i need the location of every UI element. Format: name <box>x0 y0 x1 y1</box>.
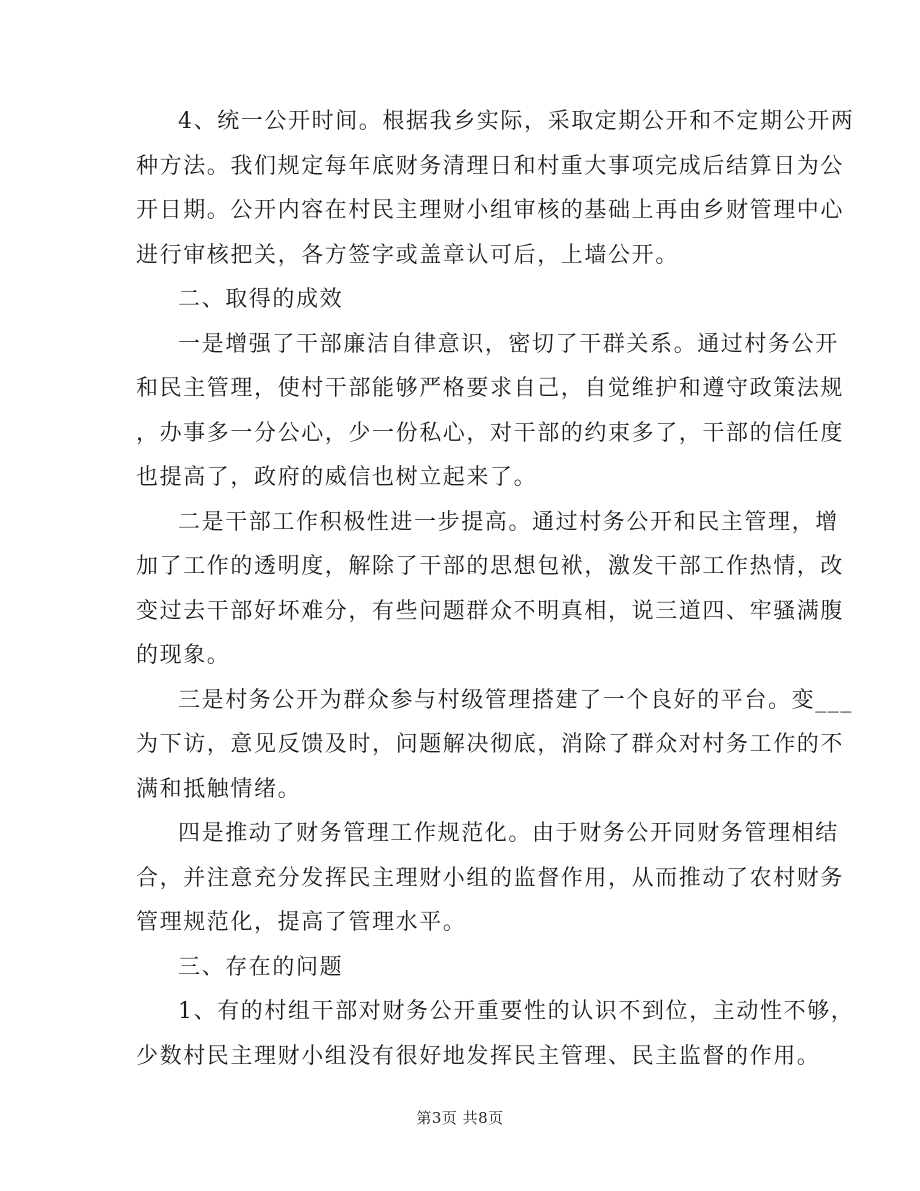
text-line: 和民主管理，使村干部能够严格要求自己，自觉维护和遵守政策法规 <box>136 376 845 401</box>
text-line: 为下访，意见反馈及时，问题解决彻底，消除了群众对村务工作的不 <box>136 732 845 757</box>
text-line: 满和抵触情绪。 <box>136 777 302 802</box>
text-line: 开日期。公开内容在村民主理财小组审核的基础上再由乡财管理中心 <box>136 198 845 223</box>
text-line: 三是村务公开为群众参与村级管理搭建了一个良好的平台。变___ <box>178 688 854 713</box>
text-line: 4、统一公开时间。根据我乡实际，采取定期公开和不定期公开两 <box>178 109 855 134</box>
text-line: 种方法。我们规定每年底财务清理日和村重大事项完成后结算日为公 <box>136 154 845 179</box>
text-line: 四是推动了财务管理工作规范化。由于财务公开同财务管理相结 <box>178 821 839 846</box>
section-heading: 三、存在的问题 <box>178 955 344 980</box>
text-line: 的现象。 <box>136 643 231 668</box>
text-line: 也提高了，政府的威信也树立起来了。 <box>136 465 538 490</box>
text-line: 管理规范化，提高了管理水平。 <box>136 910 467 935</box>
text-line: ，办事多一分公心，少一份私心，对干部的约束多了，干部的信任度 <box>136 421 845 446</box>
text-line: 1、有的村组干部对财务公开重要性的认识不到位，主动性不够， <box>178 999 855 1024</box>
page-number: 第3页 共8页 <box>416 1109 504 1127</box>
text-line: 合，并注意充分发挥民主理财小组的监督作用，从而推动了农村财务 <box>136 866 845 891</box>
text-line: 加了工作的透明度，解除了干部的思想包袱，激发干部工作热情，改 <box>136 554 845 579</box>
text-line: 进行审核把关，各方签字或盖章认可后，上墙公开。 <box>136 243 679 268</box>
text-line: 变过去干部好坏难分，有些问题群众不明真相，说三道四、牢骚满腹 <box>136 599 845 624</box>
text-line: 一是增强了干部廉洁自律意识，密切了干群关系。通过村务公开 <box>178 332 839 357</box>
section-heading: 二、取得的成效 <box>178 287 344 312</box>
text-line: 二是干部工作积极性进一步提高。通过村务公开和民主管理，增 <box>178 510 839 535</box>
text-line: 少数村民主理财小组没有很好地发挥民主管理、民主监督的作用。 <box>136 1044 821 1069</box>
